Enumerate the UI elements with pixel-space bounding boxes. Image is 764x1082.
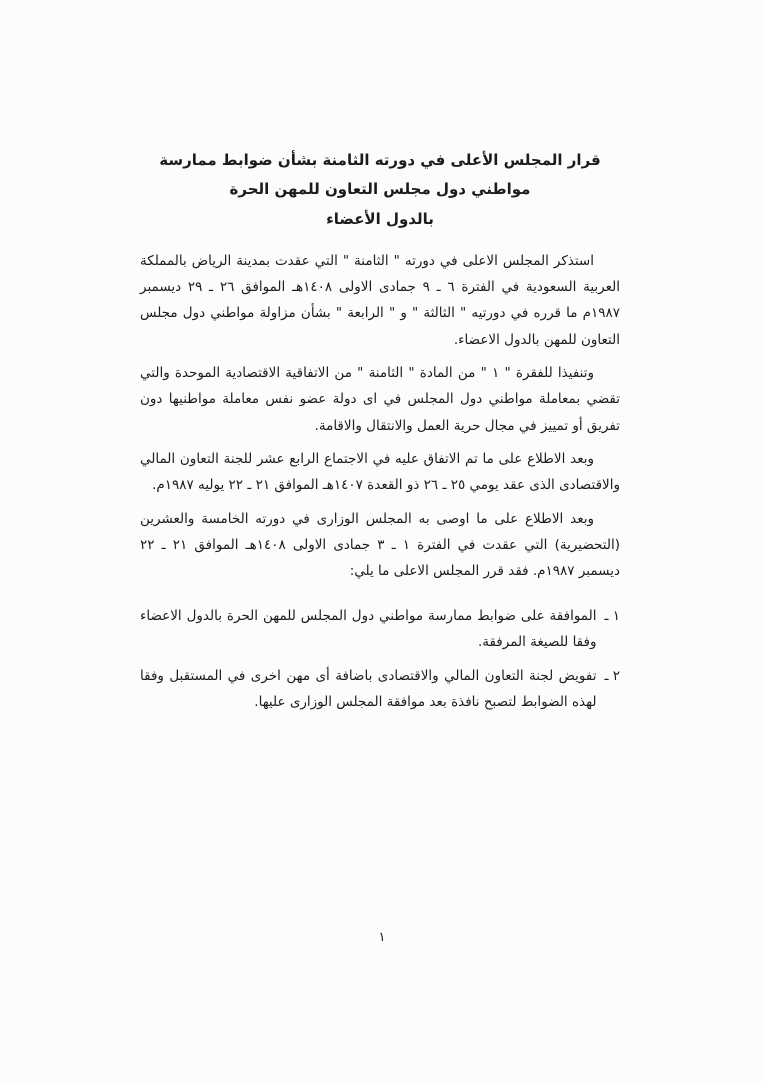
document-title (140, 146, 620, 234)
decision-list (140, 603, 620, 716)
title-line-2: مواطني دول مجلس التعاون للمهن الحرة (229, 180, 531, 199)
list-item-number: ١ ـ (604, 607, 620, 624)
title-line-3: بالدول الأعضاء (326, 209, 434, 228)
list-item-text: الموافقة على ضوابط ممارسة مواطني دول المجلس للمهن الحرة بالدول الاعضاء وفقا للصيغة المرفقة. (140, 607, 597, 650)
list-item-text: تفويض لجنة التعاون المالي والاقتصادى باضافة أى مهن اخرى في المستقبل وفقا لهذه الضوابط لتصبح نافذة بعد موافقة المجلس الوزارى عليها. (140, 668, 597, 711)
paragraph-4: وبعد الاطلاع على ما اوصى به المجلس الوزارى في دورته الخامسة والعشرين (التحضيرية) التي عقدت في الفترة ١ ـ ٣ جمادى الاولى ١٤٠٨هـ الموافق ٢١ ـ ٢٢ ديسمبر ١٩٨٧م. فقد قرر المجلس الاعلى ما يلي: (140, 510, 620, 580)
document-body (140, 248, 620, 585)
document-content (140, 146, 620, 724)
list-item (140, 603, 620, 656)
list-item (140, 663, 620, 716)
paragraph-1: استذكر المجلس الاعلى في دورته " الثامنة " التي عقدت بمدينة الرياض بالمملكة العربية السعودية في الفترة ٦ ـ ٩ جمادى الاولى ١٤٠٨هـ الموافق ٢٦ ـ ٢٩ ديسمبر ١٩٨٧م ما قرره في دورتيه " الثالثة " و " الرابعة " بشأن مزاولة مواطني دول مجلس التعاون للمهن بالدول الاعضاء. (140, 252, 620, 348)
paragraph-3: وبعد الاطلاع على ما تم الاتفاق عليه في الاجتماع الرابع عشر للجنة التعاون المالي والاقتصادى الذى عقد يومي ٢٥ ـ ٢٦ ذو القعدة ١٤٠٧هـ الموافق ٢١ ـ ٢٢ يوليه ١٩٨٧م. (140, 450, 620, 494)
page-number: ١ (378, 930, 386, 945)
paragraph-2: وتنفيذا للفقرة " ١ " من المادة " الثامنة " من الاتفاقية الاقتصادية الموحدة والتي تقضي بمعاملة مواطني دول المجلس في اى دولة عضو نفس معاملة مواطنيها دون تفريق أو تمييز في مجال حرية العمل والانتقال والاقامة. (140, 365, 620, 434)
list-item-number: ٢ ـ (604, 668, 620, 685)
title-line-1: قرار المجلس الأعلى في دورته الثامنة بشأن ضوابط ممارسة (159, 151, 601, 169)
